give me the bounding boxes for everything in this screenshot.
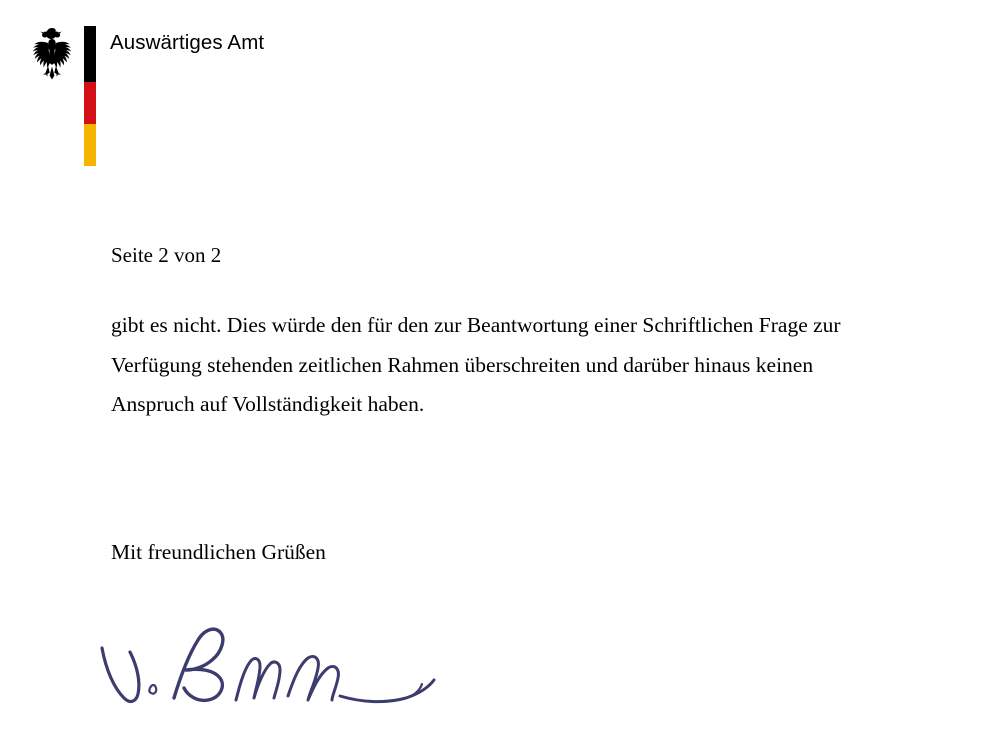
letter-body — [111, 240, 871, 425]
handwritten-signature-icon — [88, 612, 468, 730]
body-paragraph: gibt es nicht. Dies würde den für den zur Beantwortung einer Schriftlichen Frage zur Verfügung stehenden zeitlichen Rahmen überschreiten und darüber hinaus keinen Anspruch auf Vollständigkeit haben. — [111, 313, 841, 416]
page-number: Seite 2 von 2 — [111, 243, 222, 267]
german-flag-bar-icon — [84, 26, 96, 166]
flag-band-gold — [84, 124, 96, 166]
closing-salutation: Mit freundlichen Grüßen — [111, 540, 326, 564]
letterhead — [0, 0, 1000, 180]
ministry-name: Auswärtiges Amt — [110, 31, 265, 54]
flag-band-black — [84, 26, 96, 82]
flag-band-red — [84, 82, 96, 124]
federal-eagle-icon — [26, 26, 78, 82]
